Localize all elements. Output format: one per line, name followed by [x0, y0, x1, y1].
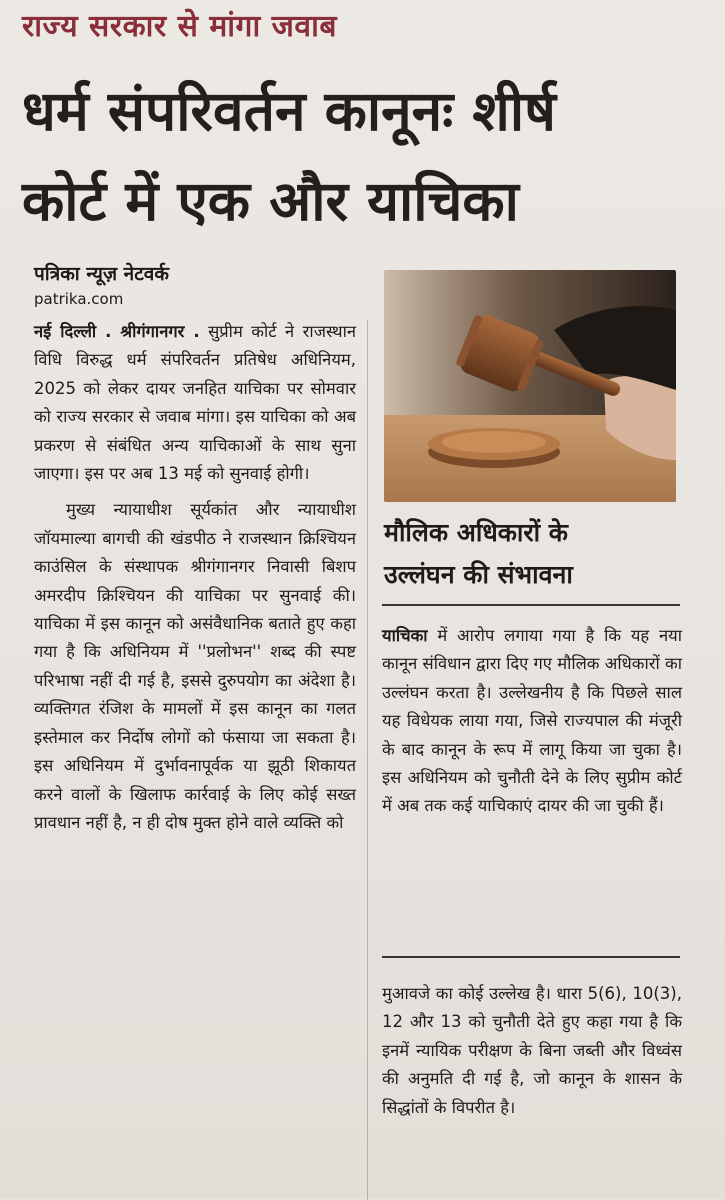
- paragraph-1-text: सुप्रीम कोर्ट ने राजस्थान विधि विरुद्ध धर्म संपरिवर्तन प्रतिषेध अधिनियम, 2025 को लेकर दायर जनहित याचिका पर सोमवार को राज्य सरकार से जवाब मांगा। इस याचिका को अब प्रकरण से संबंधित अन्य याचिकाओं के साथ सुना जाएगा। इस पर अब 13 मई को सुनवाई होगी।: [34, 322, 357, 484]
- side-paragraph-text: में आरोप लगाया गया है कि यह नया कानून संविधान द्वारा दिए गए मौलिक अधिकारों का उल्लंघन करता है। उल्लेखनीय है कि पिछले साल यह विधेयक लाया गया, जिसे राज्यपाल की मंजूरी के बाद कानून के रूप में लागू किया जा चुका है। इस अधिनियम को चुनौती देने के लिए सुप्रीम कोर्ट में अब तक कई याचिकाएं दायर की जा चुकी हैं।: [382, 626, 682, 816]
- side-lead: याचिका: [382, 626, 428, 645]
- column-divider: [367, 320, 368, 1200]
- right-column: [382, 622, 682, 821]
- byline: पत्रिका न्यूज़ नेटवर्क: [34, 263, 169, 285]
- gavel-illustration: [384, 270, 676, 502]
- section-rule: [382, 956, 680, 958]
- paragraph-2: मुख्य न्यायाधीश सूर्यकांत और न्यायाधीश जॉयमाल्या बागची की खंडपीठ ने राजस्थान क्रिश्चियन काउंसिल के संस्थापक श्रीगंगानगर निवासी बिशप अमरदीप क्रिश्चियन की याचिका पर सुनवाई की। याचिका में इस कानून को असंवैधानिक बताते हुए कहा गया है कि अधिनियम में ''प्रलोभन'' शब्द की स्पष्ट परिभाषा नहीं दी गई है, इससे दुरुपयोग का अंदेशा है। व्यक्तिगत रंजिश के मामलों में इस कानून का गलत इस्तेमाल कर निर्दोष लोगों को फंसाया जा सकता है। इस अधिनियम में दुर्भावनापूर्वक या झूठी शिकायत करने वालों के खिलाफ कार्रवाई के लिए कोई सख्त प्रावधान नहीं है, न ही दोष मुक्त होने वाले व्यक्ति को: [34, 500, 356, 832]
- left-column: [34, 318, 356, 837]
- source-site: patrika.com: [34, 290, 124, 308]
- main-headline: [22, 66, 712, 246]
- subheading-rule: [382, 604, 680, 606]
- continued-paragraph: मुआवजे का कोई उल्लेख है। धारा 5(6), 10(3), 12 और 13 को चुनौती देते हुए कहा गया है कि इनमें न्यायिक परीक्षण के बिना जब्ती और विध्वंस की अनुमति दी गई है, जो कानून के शासन के सिद्धांतों के विपरीत है।: [382, 984, 682, 1117]
- continued-column: [382, 980, 682, 1122]
- dateline: नई दिल्ली . श्रीगंगानगर .: [34, 322, 200, 341]
- kicker-headline: राज्य सरकार से मांगा जवाब: [22, 9, 337, 44]
- gavel-photo: [384, 270, 676, 502]
- side-paragraph: [382, 622, 682, 821]
- subheading-line-2: उल्लंघन की संभावना: [384, 560, 573, 589]
- subheading-line-1: मौलिक अधिकारों के: [384, 518, 568, 547]
- headline-line-1: धर्म संपरिवर्तन कानूनः शीर्ष: [22, 79, 556, 143]
- subheading: [384, 512, 684, 596]
- paragraph-1: [34, 318, 356, 488]
- headline-line-2: कोर्ट में एक और याचिका: [22, 169, 519, 233]
